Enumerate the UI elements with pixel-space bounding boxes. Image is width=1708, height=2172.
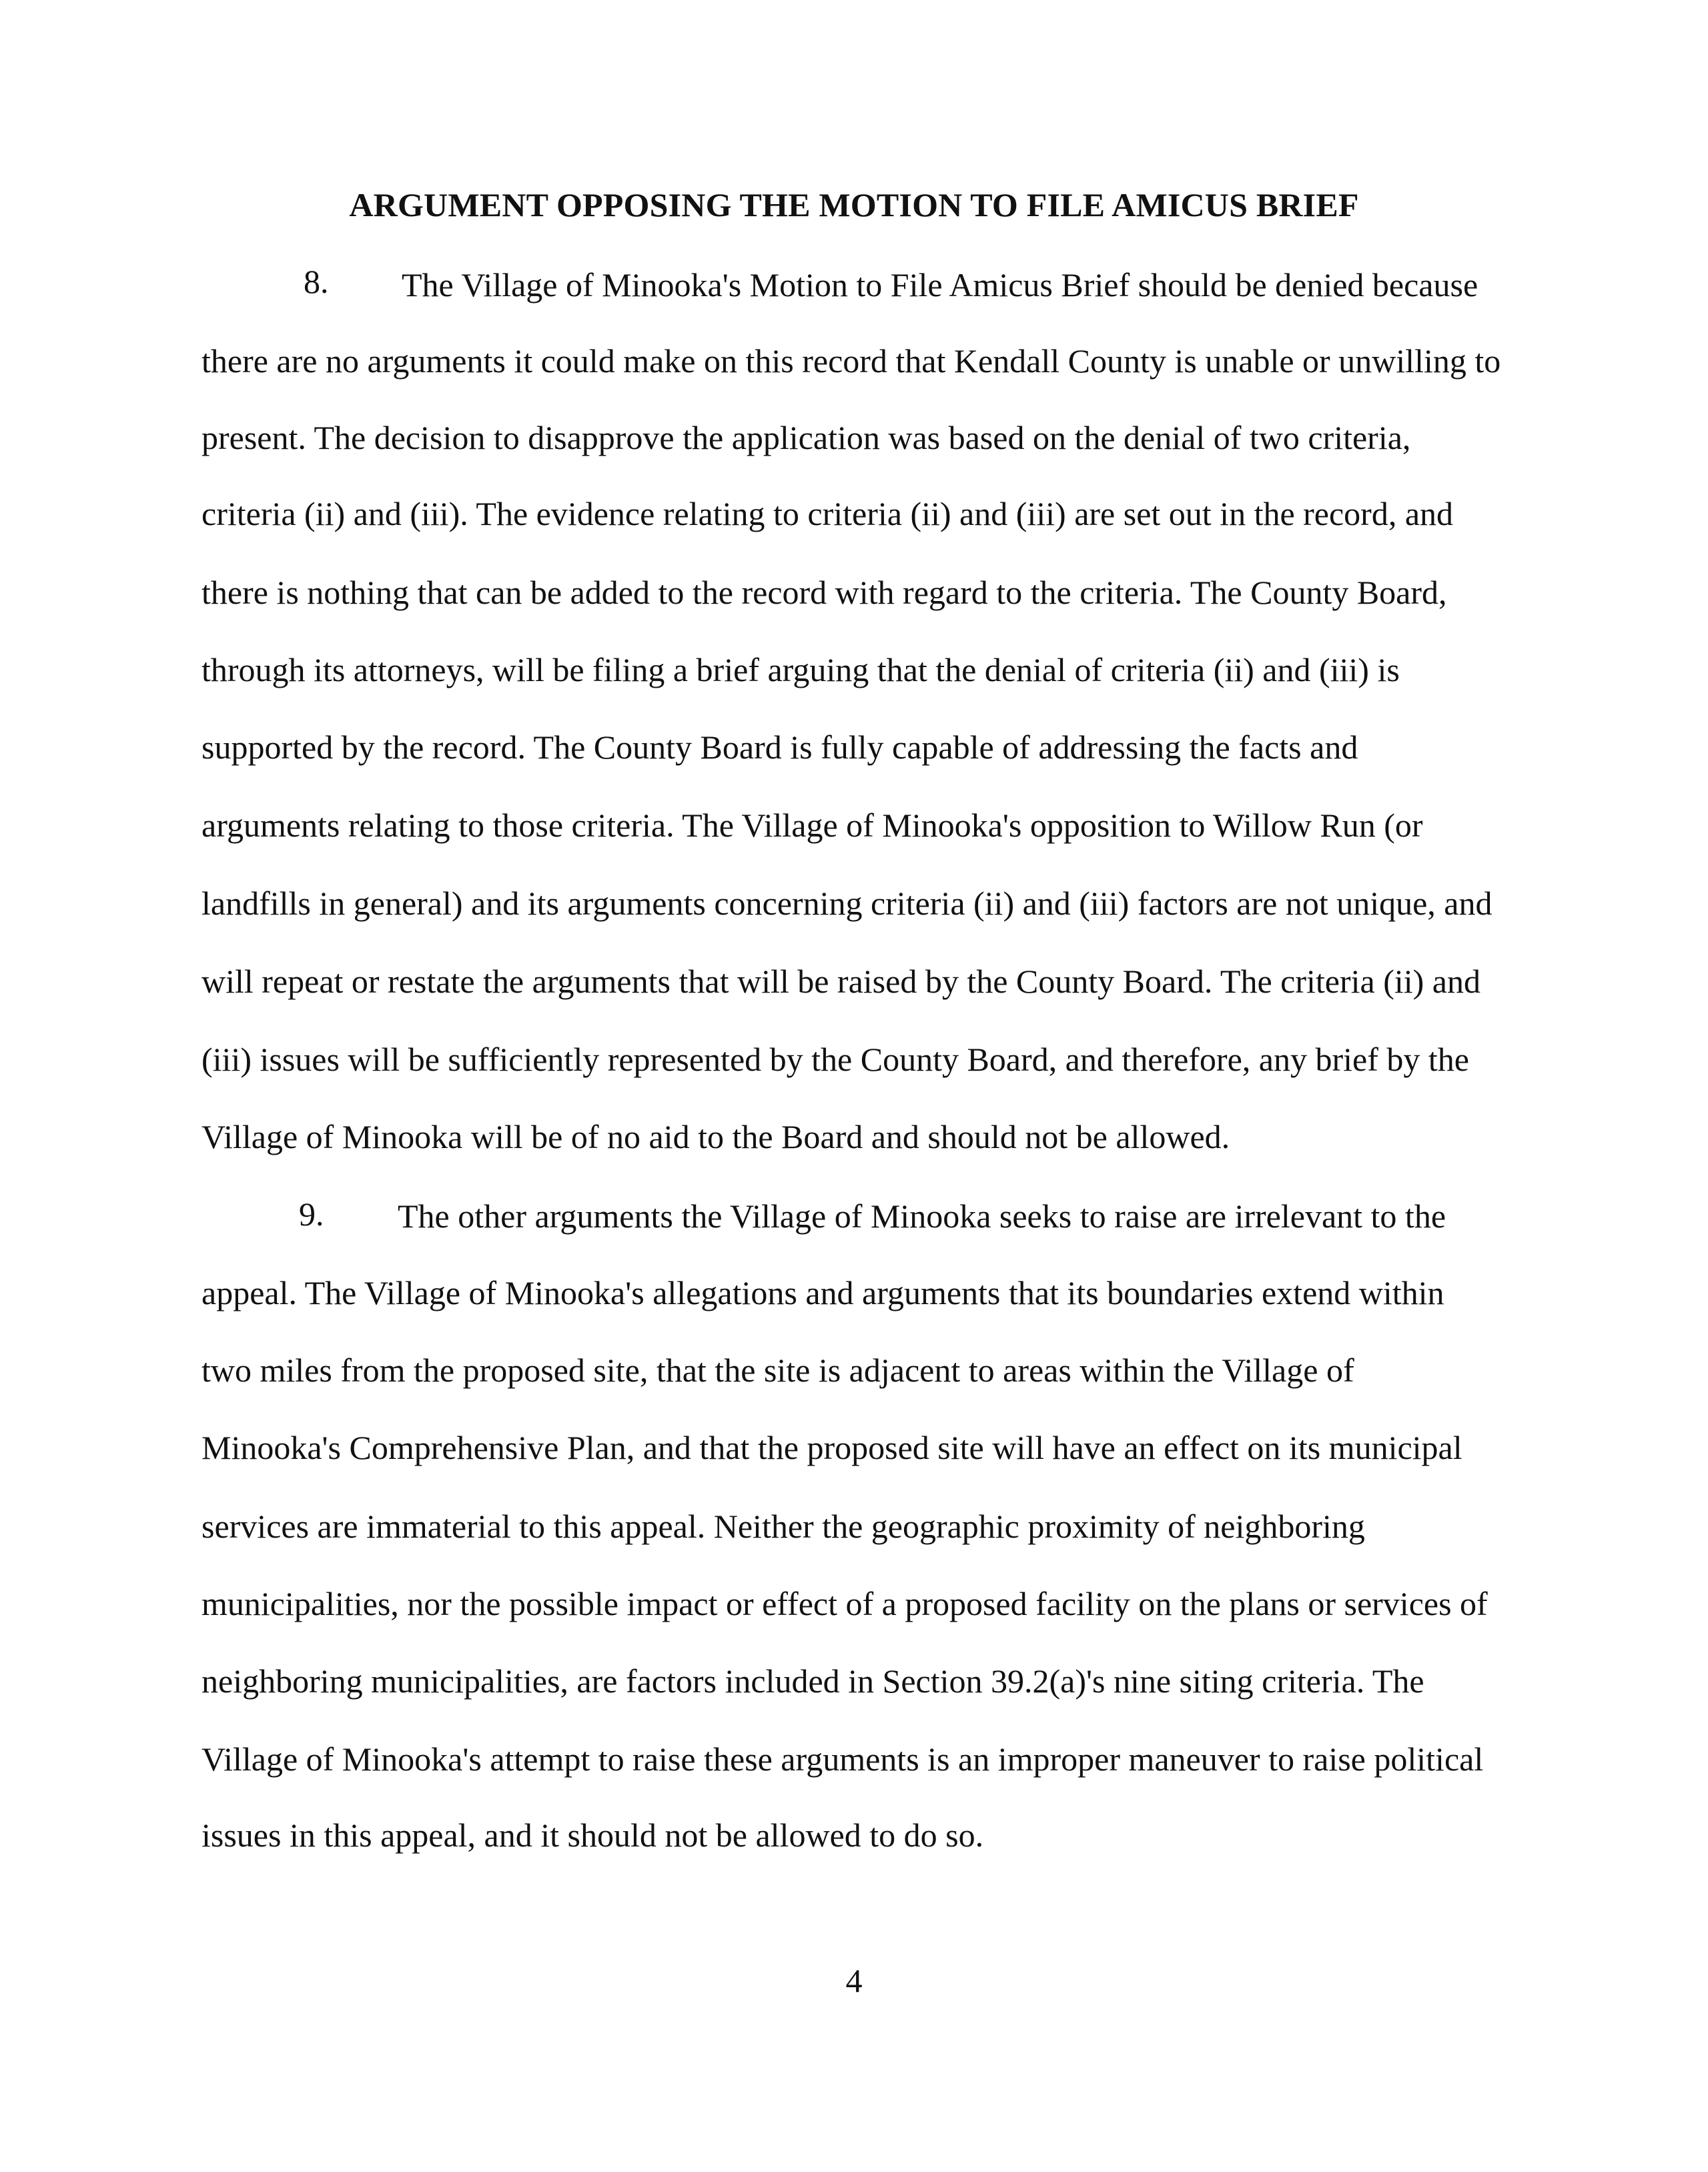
paragraph-line: arguments relating to those criteria. The Village of Minooka's opposition to Willow Run (or	[201, 806, 1423, 844]
paragraph-line: two miles from the proposed site, that the site is adjacent to areas within the Village of	[201, 1351, 1354, 1389]
paragraph-line: issues in this appeal, and it should not be allowed to do so.	[201, 1816, 984, 1854]
paragraph-line: Minooka's Comprehensive Plan, and that the proposed site will have an effect on its municipal	[201, 1429, 1462, 1466]
page-number: 4	[845, 1962, 863, 1999]
paragraph-line: supported by the record. The County Board is fully capable of addressing the facts and	[201, 728, 1358, 766]
paragraph-line: The other arguments the Village of Minooka seeks to raise are irrelevant to the	[398, 1197, 1446, 1235]
paragraph-line: there is nothing that can be added to the record with regard to the criteria. The County Board,	[201, 574, 1447, 611]
paragraph-line: Village of Minooka's attempt to raise these arguments is an improper maneuver to raise political	[201, 1740, 1484, 1778]
paragraph-line: services are immaterial to this appeal. Neither the geographic proximity of neighboring	[201, 1508, 1365, 1545]
paragraph-line: present. The decision to disapprove the application was based on the denial of two criteria,	[201, 419, 1411, 456]
paragraph-line: there are no arguments it could make on this record that Kendall County is unable or unwilling to	[201, 342, 1501, 380]
paragraph-line: criteria (ii) and (iii). The evidence relating to criteria (ii) and (iii) are set out in the record, and	[201, 495, 1454, 532]
paragraph-number: 8.	[304, 263, 329, 300]
paragraph-line: landfills in general) and its arguments concerning criteria (ii) and (iii) factors are not unique, and	[201, 885, 1492, 922]
paragraph-line: Village of Minooka will be of no aid to the Board and should not be allowed.	[201, 1118, 1230, 1155]
paragraph-line: The Village of Minooka's Motion to File Amicus Brief should be denied because	[402, 266, 1478, 304]
paragraph-line: will repeat or restate the arguments that will be raised by the County Board. The criteria (ii) and	[201, 963, 1480, 1000]
paragraph-line: municipalities, nor the possible impact or effect of a proposed facility on the plans or services of	[201, 1585, 1488, 1622]
paragraph-line: (iii) issues will be sufficiently represented by the County Board, and therefore, any brief by the	[201, 1041, 1469, 1078]
paragraph-line: appeal. The Village of Minooka's allegations and arguments that its boundaries extend within	[201, 1274, 1444, 1311]
paragraph-line: through its attorneys, will be filing a brief arguing that the denial of criteria (ii) and (iii) is	[201, 651, 1400, 688]
section-heading: ARGUMENT OPPOSING THE MOTION TO FILE AMICUS BRIEF	[349, 186, 1359, 223]
paragraph-number: 9.	[299, 1195, 324, 1233]
paragraph-line: neighboring municipalities, are factors included in Section 39.2(a)'s nine siting criteria. The	[201, 1662, 1424, 1700]
